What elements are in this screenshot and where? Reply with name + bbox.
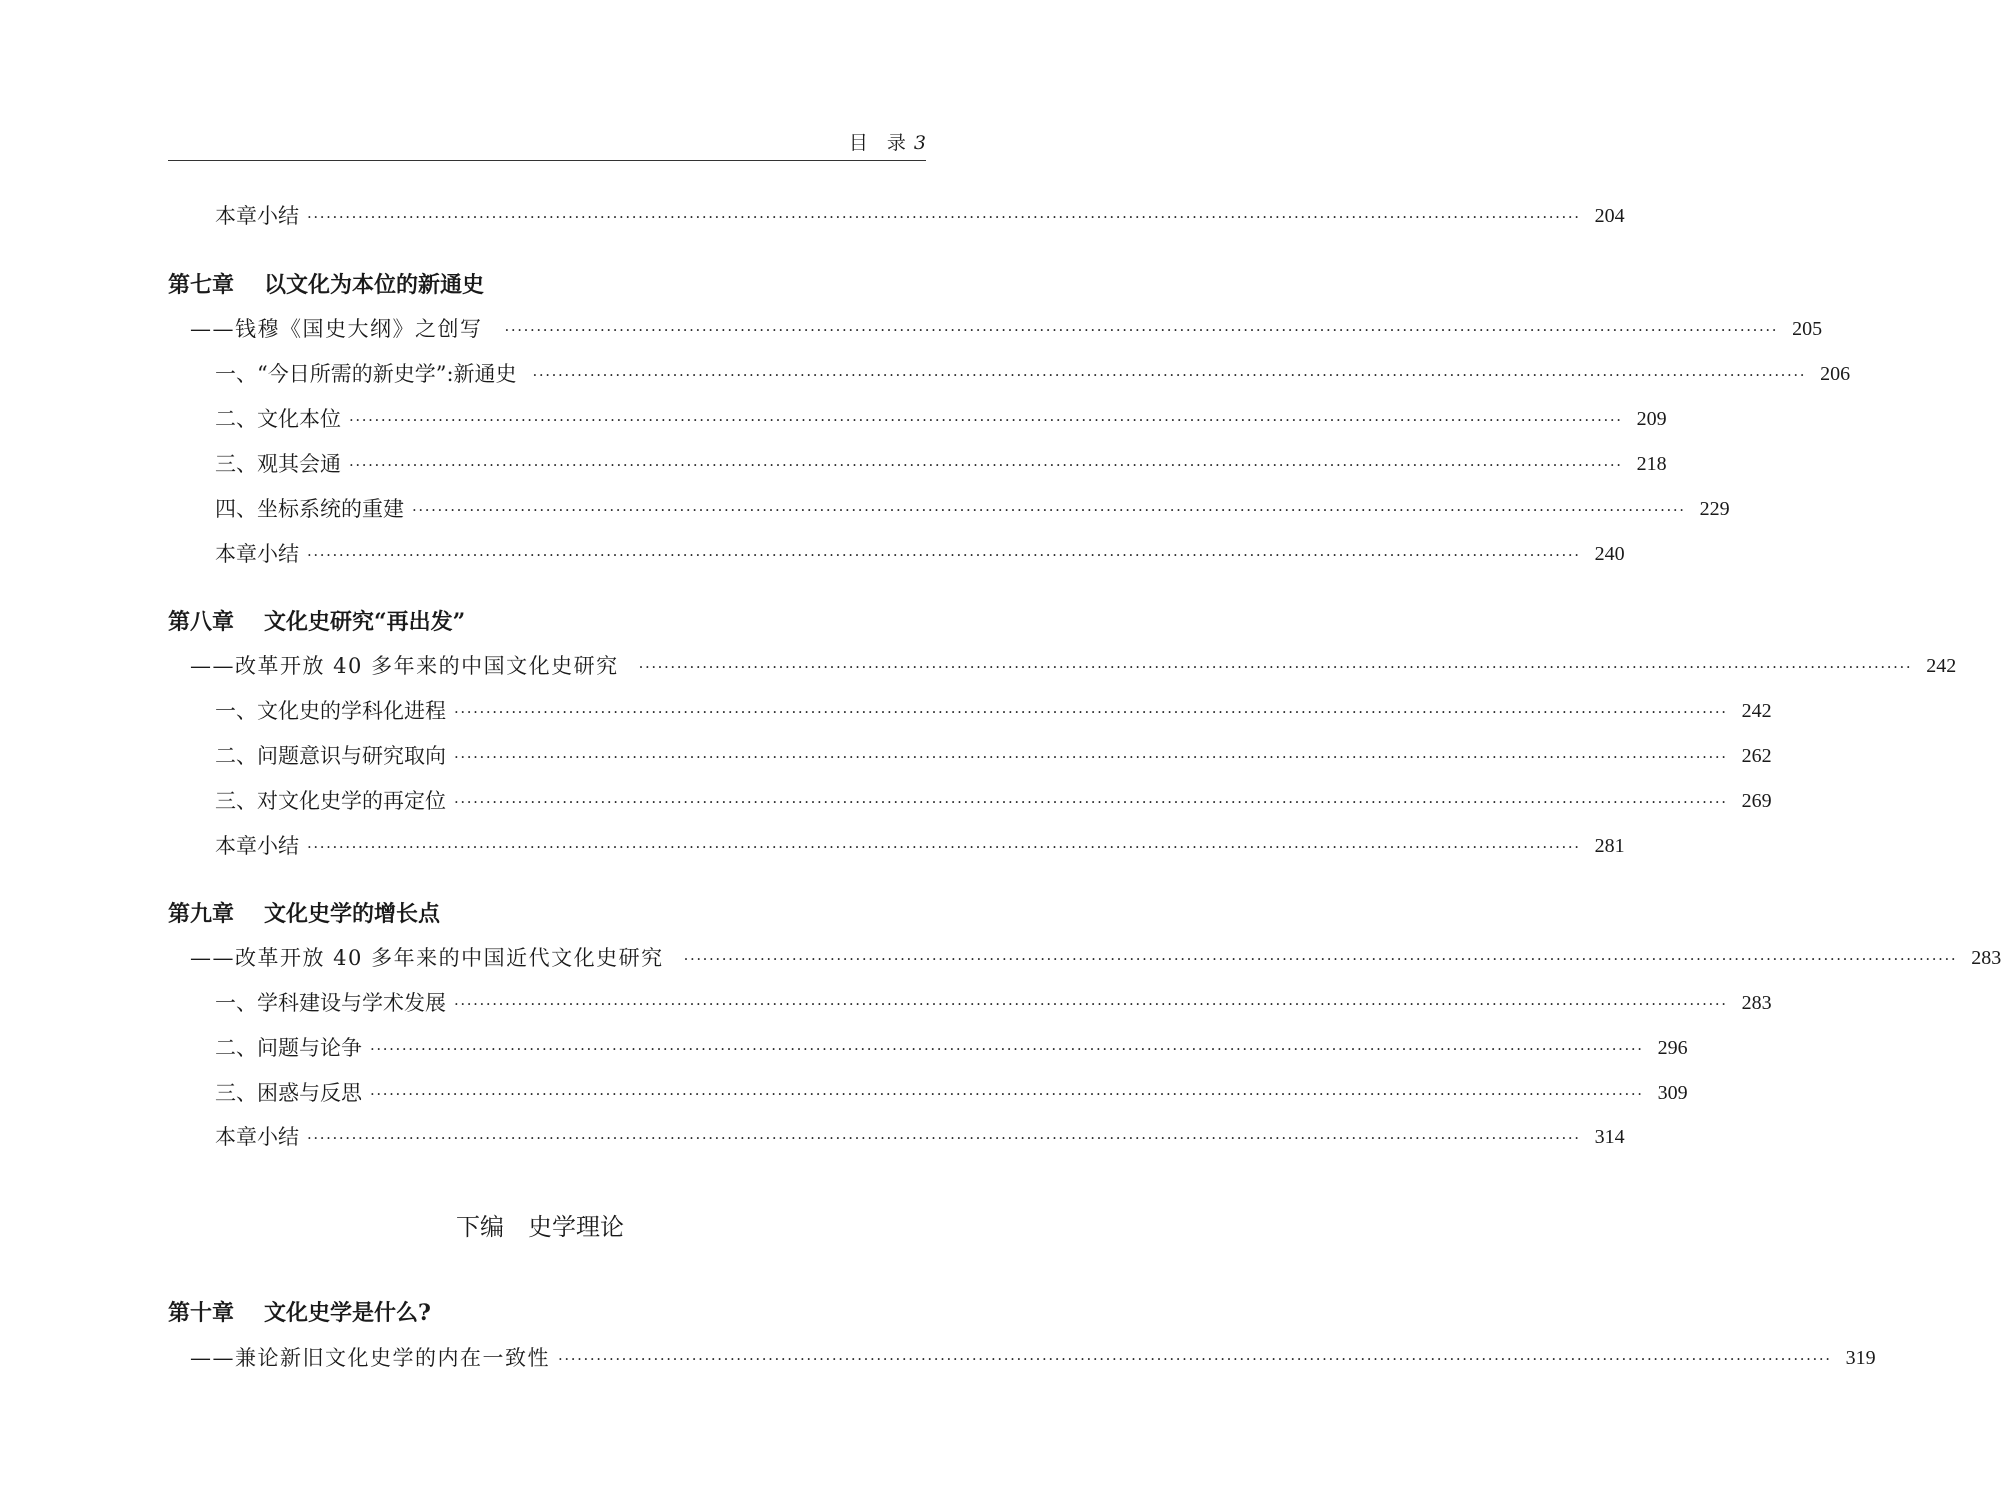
header-page-number: 3 (913, 132, 926, 154)
chapter-heading[interactable] (168, 898, 926, 930)
toc-entry-label: 本章小结 (215, 1125, 299, 1149)
dot-leader: ········································································································································································································ (307, 546, 1581, 564)
toc-chapter-subtitle[interactable] (168, 314, 1823, 344)
toc-entry-page: 205 (1792, 318, 1823, 340)
dot-leader: ········································································································································································································ (370, 1040, 1644, 1058)
toc-entry-page: 319 (1845, 1347, 1876, 1369)
dot-leader: ········································································································································································································ (349, 456, 1623, 474)
toc-entry[interactable] (168, 786, 1772, 816)
toc-entry[interactable] (168, 831, 1625, 861)
dot-leader: ········································································································································································································ (454, 995, 1728, 1013)
chapter-title: 文化史研究“再出发” (264, 609, 466, 635)
toc-subtitle-label: ——改革开放 40 多年来的中国近代文化史研究 (190, 946, 664, 970)
chapter-heading[interactable] (168, 606, 926, 638)
toc-entry[interactable] (168, 201, 1625, 231)
toc-entry-page: 296 (1657, 1037, 1688, 1059)
toc-entry-label: 二、问题与论争 (215, 1036, 362, 1060)
dot-leader: ········································································································································································································ (454, 703, 1728, 721)
chapter-title: 文化史学是什么? (264, 1300, 431, 1326)
chapter-heading[interactable] (168, 1297, 926, 1329)
toc-entry-page: 242 (1926, 655, 1957, 677)
toc-entry-label: 三、对文化史学的再定位 (215, 789, 446, 813)
toc-entry-label: 一、学科建设与学术发展 (215, 991, 446, 1015)
toc-entry-label: 三、困惑与反思 (215, 1081, 362, 1105)
toc-entry-page: 218 (1636, 453, 1667, 475)
toc-chapter-subtitle[interactable] (168, 651, 1957, 681)
toc-entry[interactable] (168, 494, 1730, 524)
chapter-title: 文化史学的增长点 (264, 901, 441, 927)
toc-entry-label: 四、坐标系统的重建 (215, 497, 404, 521)
toc-entry-page: 314 (1594, 1126, 1625, 1148)
toc-entry-page: 229 (1699, 498, 1730, 520)
toc-subtitle-label: ——钱穆《国史大纲》之创写 (190, 317, 483, 341)
toc-entry[interactable] (168, 988, 1772, 1018)
toc-subtitle-label: ——兼论新旧文化史学的内在一致性 (190, 1346, 550, 1370)
toc-entry-page: 242 (1741, 700, 1772, 722)
chapter-number: 第七章 (168, 272, 235, 298)
toc-entry[interactable] (168, 449, 1667, 479)
dot-leader: ········································································································································································································ (532, 366, 1807, 384)
chapter-title: 以文化为本位的新通史 (264, 272, 485, 298)
chapter-heading[interactable] (168, 269, 926, 301)
toc-entry-page: 240 (1594, 543, 1625, 565)
toc-entry-page: 283 (1971, 947, 2001, 969)
toc-entry-page: 269 (1741, 790, 1772, 812)
toc-entry-label: 本章小结 (215, 834, 299, 858)
chapter-number: 第八章 (168, 609, 235, 635)
header-text (849, 128, 926, 155)
running-header (168, 118, 926, 161)
dot-leader: ········································································································································································································ (307, 838, 1581, 856)
toc-entry[interactable] (168, 404, 1667, 434)
header-section-title: 目 录 (848, 132, 906, 154)
part-label: 下编 (456, 1213, 504, 1241)
dot-leader: ········································································································································································································ (307, 208, 1581, 226)
toc-entry-label: 三、观其会通 (215, 452, 341, 476)
toc-entry-label: 二、问题意识与研究取向 (215, 744, 446, 768)
toc-entry[interactable] (168, 359, 1851, 389)
toc-entry-page: 309 (1657, 1082, 1688, 1104)
dot-leader: ········································································································································································································ (638, 658, 1913, 676)
dot-leader: ········································································································································································································ (307, 1129, 1581, 1147)
toc-entry[interactable] (168, 539, 1625, 569)
toc-entry-page: 262 (1741, 745, 1772, 767)
toc-entry-page: 204 (1594, 205, 1625, 227)
dot-leader: ········································································································································································································ (454, 748, 1728, 766)
toc-chapter-subtitle[interactable] (168, 1343, 1876, 1373)
part-title: 史学理论 (528, 1213, 624, 1241)
toc-entry-label: 本章小结 (215, 542, 299, 566)
toc-entry[interactable] (168, 741, 1772, 771)
toc-entry-page: 209 (1636, 408, 1667, 430)
toc-entry[interactable] (168, 696, 1772, 726)
toc-chapter-subtitle[interactable] (168, 943, 2001, 973)
dot-leader: ········································································································································································································ (349, 411, 1623, 429)
toc-entry[interactable] (168, 1078, 1688, 1108)
toc-entry-label: 一、“今日所需的新史学”:新通史 (215, 362, 517, 386)
toc-entry-page: 281 (1594, 835, 1625, 857)
dot-leader: ········································································································································································································ (504, 321, 1779, 339)
dot-leader: ········································································································································································································ (454, 793, 1728, 811)
toc-entry-label: 本章小结 (215, 204, 299, 228)
dot-leader: ········································································································································································································ (412, 501, 1686, 519)
toc-entry[interactable] (168, 1122, 1625, 1152)
toc-entry-page: 206 (1820, 363, 1851, 385)
part-heading[interactable] (0, 1210, 1080, 1244)
toc-entry-label: 二、文化本位 (215, 407, 341, 431)
chapter-number: 第九章 (168, 901, 235, 927)
toc-entry[interactable] (168, 1033, 1688, 1063)
chapter-number: 第十章 (168, 1300, 235, 1326)
toc-entry-page: 283 (1741, 992, 1772, 1014)
dot-leader: ········································································································································································································ (558, 1350, 1832, 1368)
toc-entry-label: 一、文化史的学科化进程 (215, 699, 446, 723)
toc-subtitle-label: ——改革开放 40 多年来的中国文化史研究 (190, 654, 619, 678)
dot-leader: ········································································································································································································ (683, 950, 1958, 968)
dot-leader: ········································································································································································································ (370, 1085, 1644, 1103)
